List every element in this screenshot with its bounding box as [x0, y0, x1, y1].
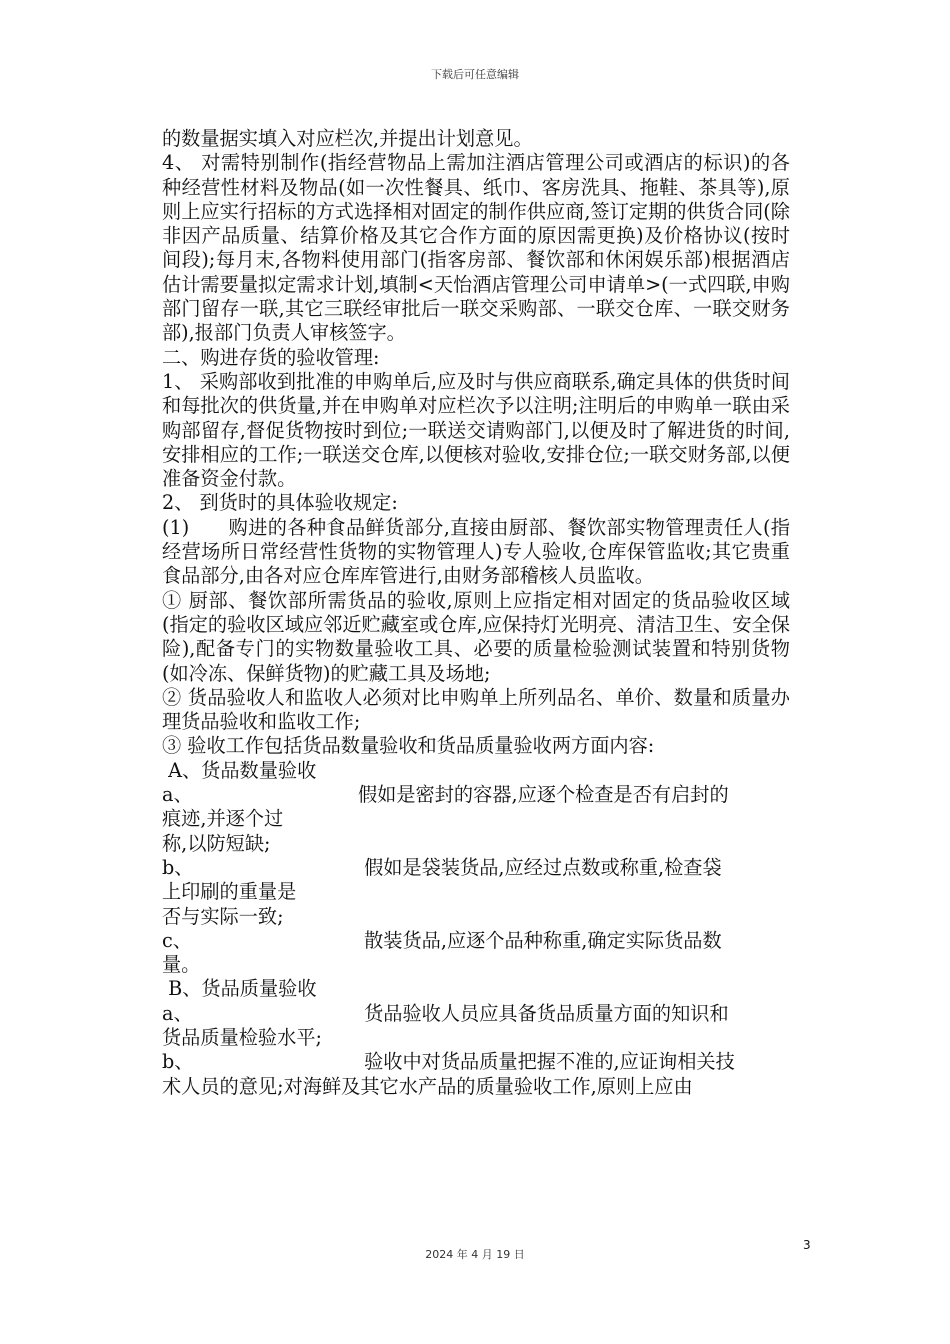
list-item-marker: c、: [162, 928, 192, 952]
section-heading: 二、购进存货的验收管理:: [162, 345, 380, 369]
subsection-heading: A、货品数量验收: [162, 758, 317, 782]
list-item: [162, 929, 790, 953]
list-item-text: 假如是袋装货品,应经过点数或称重,检查袋: [358, 855, 722, 879]
list-item: [162, 856, 790, 880]
list-item-marker: b、: [162, 855, 194, 879]
paragraph: (1) 购进的各种食品鲜货部分,直接由厨部、餐饮部实物管理责任人(指经营场所日常经营性货物的实物管理人)专人验收,仓库保管监收;其它贵重食品部分,由各对应仓库库管进行,由财务部稽核人员监收。: [162, 515, 790, 588]
list-item-continuation: 术人员的意见;对海鲜及其它水产品的质量验收工作,原则上应由: [162, 1074, 693, 1098]
page-footer-date: 2024 年 4 月 19 日: [425, 1248, 525, 1261]
list-item-text: 假如是密封的容器,应逐个检查是否有启封的: [358, 783, 729, 807]
list-item-marker: b、: [162, 1050, 194, 1074]
paragraph: 1、 采购部收到批准的申购单后,应及时与供应商联系,确定具体的供货时间和每批次的供货量,并在申购单对应栏次予以注明;注明后的申购单一联由采购部留存,督促货物按时到位;一联送交请购部门,以便及时了解进货的时间,安排相应的工作;一联送交仓库,以便核对验收,安排仓位;一联交财务部,以便准备资金付款。: [162, 369, 790, 491]
document-body: [162, 127, 790, 1099]
paragraph: ③ 验收工作包括货品数量验收和货品质量验收两方面内容:: [162, 734, 655, 758]
page-number: 3: [803, 1238, 811, 1252]
paragraph: ① 厨部、餐饮部所需货品的验收,原则上应指定相对固定的货品验收区域(指定的验收区域应邻近贮藏室或仓库,应保持灯光明亮、清洁卫生、安全保险),配备专门的实物数量验收工具、必要的质量检验测试装置和特别货物(如冷冻、保鲜货物)的贮藏工具及场地;: [162, 588, 790, 685]
list-item-continuation: 量。: [162, 953, 201, 977]
list-item-continuation: 称,以防短缺;: [162, 831, 271, 855]
list-item-continuation: 痕迹,并逐个过: [162, 807, 284, 831]
list-item: [162, 1050, 790, 1074]
list-item: [162, 1002, 790, 1026]
paragraph: 4、 对需特别制作(指经营物品上需加注酒店管理公司或酒店的标识)的各种经营性材料及物品(如一次性餐具、纸巾、客房洗具、拖鞋、茶具等),原则上应实行招标的方式选择相对固定的制作供应商,签订定期的供货合同(除非因产品质量、结算价格及其它合作方面的原因需更换)及价格协议(按时间段);每月末,各物料使用部门(指客房部、餐饮部和休闲娱乐部)根据酒店估计需要量拟定需求计划,填制<天怡酒店管理公司申请单>(一式四联,申购部门留存一联,其它三联经审批后一联交采购部、一联交仓库、一联交财务部),报部门负责人审核签字。: [162, 151, 790, 345]
list-item-continuation: 货品质量检验水平;: [162, 1025, 322, 1049]
list-item-text: 验收中对货品质量把握不准的,应证询相关技: [358, 1050, 735, 1074]
paragraph: 的数量据实填入对应栏次,并提出计划意见。: [162, 127, 533, 150]
list-item-marker: a、: [162, 1001, 193, 1025]
list-item-marker: a、: [162, 783, 193, 807]
subsection-heading: B、货品质量验收: [162, 977, 317, 1001]
list-item-text: 散装货品,应逐个品种称重,确定实际货品数: [358, 928, 722, 952]
paragraph: 2、 到货时的具体验收规定:: [162, 491, 398, 515]
list-item-text: 货品验收人员应具备货品质量方面的知识和: [358, 1001, 729, 1025]
list-item-continuation: 否与实际一致;: [162, 904, 284, 928]
list-item-continuation: 上印刷的重量是: [162, 880, 297, 904]
paragraph: ② 货品验收人和监收人必须对比申购单上所列品名、单价、数量和质量办理货品验收和监收工作;: [162, 685, 790, 734]
page-header: 下载后可任意编辑: [431, 68, 519, 81]
list-item: [162, 783, 790, 807]
